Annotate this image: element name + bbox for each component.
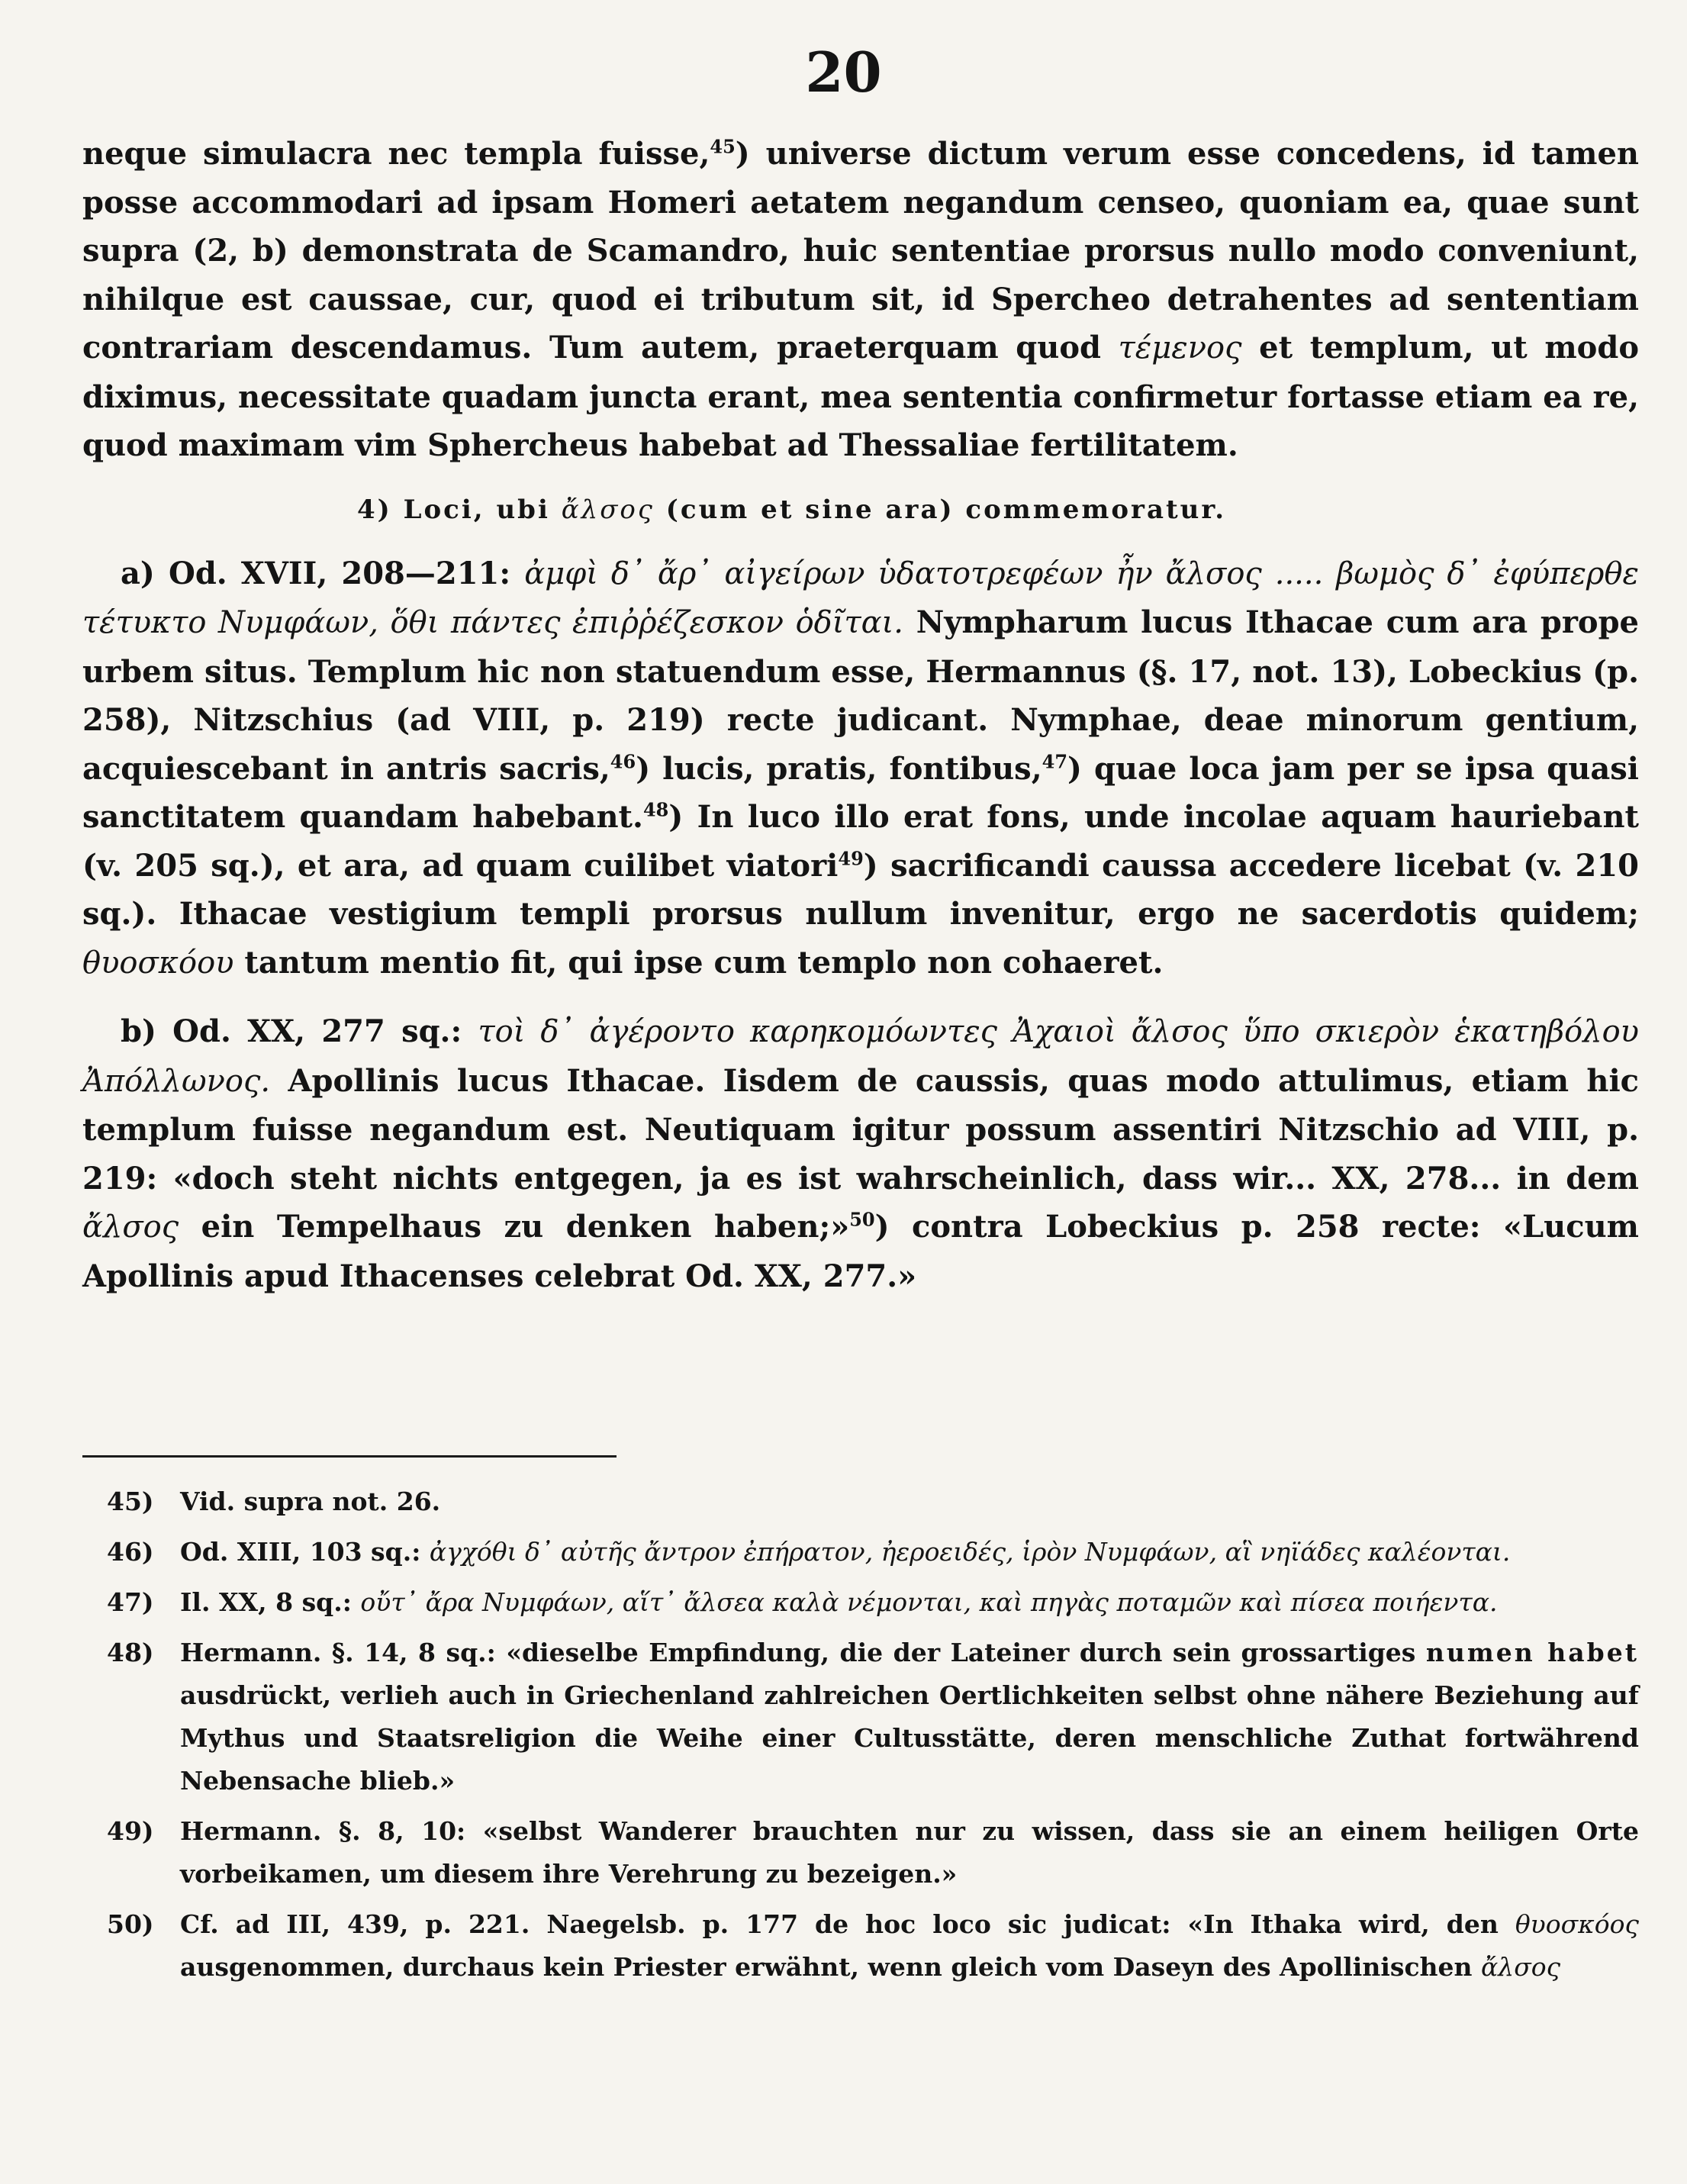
section-b <box>82 1007 1639 1300</box>
text-run: ) lucis, pratis, fontibus, <box>636 750 1042 787</box>
greek-term: τέμενος <box>1118 330 1242 366</box>
footnote-number: 45) <box>107 1487 154 1516</box>
footnote-number: 46) <box>107 1537 154 1567</box>
footnote-text: Cf. ad III, 439, p. 221. Naegelsb. p. 177 de hoc loco sic judicat: «In Ithaka wird, den <box>180 1909 1515 1939</box>
text-run: ein Tempelhaus zu denken haben;» <box>179 1209 850 1245</box>
text-run: ) universe dictum verum esse concedens, id tamen posse accommodari ad ipsam Homeri aetatem negandum censeo, quoniam ea, quae sunt supra (2, b) demonstrata de Scamandro, huic sententiae prorsus nullo modo conveniunt, nihilque est caussae, cur, quod ei tributum sit, id Spercheo detrahentes ad sententiam contrariam descendamus. Tum autem, praeterquam quod <box>82 136 1640 366</box>
footnote-text: Vid. supra not. 26. <box>180 1487 441 1516</box>
footnote-ref-48[interactable]: 48 <box>642 798 669 821</box>
footnote-text: ausdrückt, verlieh auch in Griechenland zahlreichen Oertlichkeiten selbst ohne nähere Beziehung auf Mythus und Staatsreligion die Weihe einer Cultusstätte, deren menschliche Zuthat fortwährend Nebensache blieb.» <box>180 1680 1639 1796</box>
text-run: ) In luco illo erat fons, unde incolae aquam hauriebant (v. 205 sq.), et ara, ad quam cuilibet viatori <box>82 799 1640 884</box>
text-run: Apollinis lucus Ithacae. Iisdem de caussis, quas modo attulimus, etiam hic templum fuisse negandum est. Neutiquam igitur possum assentiri Nitzschio ad VIII, p. 219: «doch steht nichts entgegen, ja es ist wahrscheinlich, dass wir... XX, 278... in dem <box>82 1062 1639 1197</box>
footnote-50 <box>107 1903 1639 1989</box>
footnote-text: ausgenommen, durchaus kein Priester erwähnt, wenn gleich vom Daseyn des Apollinischen <box>180 1952 1482 1982</box>
spaced-emphasis: numen habet <box>1425 1638 1639 1667</box>
footnote-45 <box>107 1480 1639 1523</box>
section-label: b) Od. XX, 277 sq.: <box>121 1013 478 1049</box>
greek-quote: τοὶ δ᾽ ἀγέροντο καρηκομόωντες Ἀχαιοὶ ἄλσος ὕπο σκιερὸν ἑκατηβόλου Ἀπόλλωνος. <box>82 1014 1639 1099</box>
greek-quote: ἀγχόθι δ᾽ αὐτῆς ἄντρον ἐπήρατον, ἠεροειδές, ἱρὸν Νυμφάων, αἳ νηϊάδες καλέονται. <box>429 1537 1511 1567</box>
greek-term: θυοσκόου <box>82 945 234 981</box>
footnote-49 <box>107 1810 1639 1896</box>
footnote-number: 49) <box>107 1816 154 1846</box>
footnotes <box>107 1480 1639 1996</box>
text-run: Nympharum lucus Ithacae cum ara prope urbem situs. Templum hic non statuendum esse, Hermannus (§. 17, not. 13), Lobeckius (p. 258), Nitzschius (ad VIII, p. 219) recte judicant. Nymphae, deae minorum gentium, acquiescebant in antris sacris, <box>82 604 1639 787</box>
footnote-divider <box>82 1455 617 1458</box>
text-run: et templum, ut modo diximus, necessitate quadam juncta erant, mea sententia confirmetur fortasse etiam ea re, quod maximam vim Sphercheus habebat ad Thessaliae fertilitatem. <box>82 330 1640 463</box>
text-run: ) contra Lobeckius p. 258 recte: «Lucum Apollinis apud Ithacenses celebrat Od. XX, 277.» <box>82 1209 1639 1294</box>
text-run: ) sacrificandi caussa accedere licebat (v. 210 sq.). Ithacae vestigium templi prorsus nullum invenitur, ergo ne sacerdotis quidem; <box>82 847 1639 932</box>
footnote-ref-50[interactable]: 50 <box>849 1208 875 1231</box>
greek-quote: οὔτ᾽ ἄρα Νυμφάων, αἵτ᾽ ἄλσεα καλὰ νέμονται, καὶ πηγὰς ποταμῶν καὶ πίσεα ποιήεντα. <box>360 1587 1498 1617</box>
greek-term: ἄλσος <box>1481 1952 1561 1982</box>
text-run: ) quae loca jam per se ipsa quasi sanctitatem quandam habebant. <box>82 750 1639 835</box>
heading-text: 4) Loci, ubi <box>357 494 562 525</box>
footnote-number: 48) <box>107 1638 154 1667</box>
section-a <box>82 549 1639 988</box>
footnote-text: Hermann. §. 8, 10: «selbst Wanderer brauchten nur zu wissen, dass sie an einem heiligen Orte vorbeikamen, um diesem ihre Verehrung zu bezeigen.» <box>180 1816 1639 1889</box>
greek-quote: ἀμφὶ δ᾽ ἄρ᾽ αἰγείρων ὑδατοτρεφέων ἦν ἄλσος ..... βωμὸς δ᾽ ἐφύπερθε τέτυκτο Νυμφάων, ὅθι πάντες ἐπιῤῥέζεσκον ὁδῖται. <box>82 556 1639 640</box>
footnote-text: Hermann. §. 14, 8 sq.: «dieselbe Empfindung, die der Lateiner durch sein grossartiges <box>180 1638 1426 1667</box>
footnote-number: 50) <box>107 1909 154 1939</box>
text-run: neque simulacra nec templa fuisse, <box>82 136 710 172</box>
footnote-48 <box>107 1632 1639 1802</box>
text-run: tantum mentio fit, qui ipse cum templo non cohaeret. <box>233 944 1164 981</box>
footnote-ref-45[interactable]: 45 <box>710 135 736 158</box>
footnote-text: Od. XIII, 103 sq.: <box>180 1537 430 1567</box>
section-label: a) Od. XVII, 208—211: <box>121 555 525 591</box>
footnote-number: 47) <box>107 1587 154 1617</box>
page-number: 20 <box>805 40 882 105</box>
heading-text: (cum et sine ara) commemoratur. <box>654 494 1227 525</box>
footnote-ref-46[interactable]: 46 <box>610 750 636 773</box>
footnote-46 <box>107 1531 1639 1574</box>
footnote-ref-47[interactable]: 47 <box>1041 750 1068 773</box>
section-heading <box>82 487 1639 533</box>
footnote-ref-49[interactable]: 49 <box>838 847 864 870</box>
greek-term: ἄλσος <box>561 494 655 525</box>
greek-term: θυοσκόος <box>1515 1909 1639 1939</box>
footnote-47 <box>107 1581 1639 1624</box>
footnote-text: Il. XX, 8 sq.: <box>180 1587 361 1617</box>
main-text <box>82 130 1639 1300</box>
paragraph-intro <box>82 130 1639 470</box>
greek-term: ἄλσος <box>82 1210 179 1245</box>
